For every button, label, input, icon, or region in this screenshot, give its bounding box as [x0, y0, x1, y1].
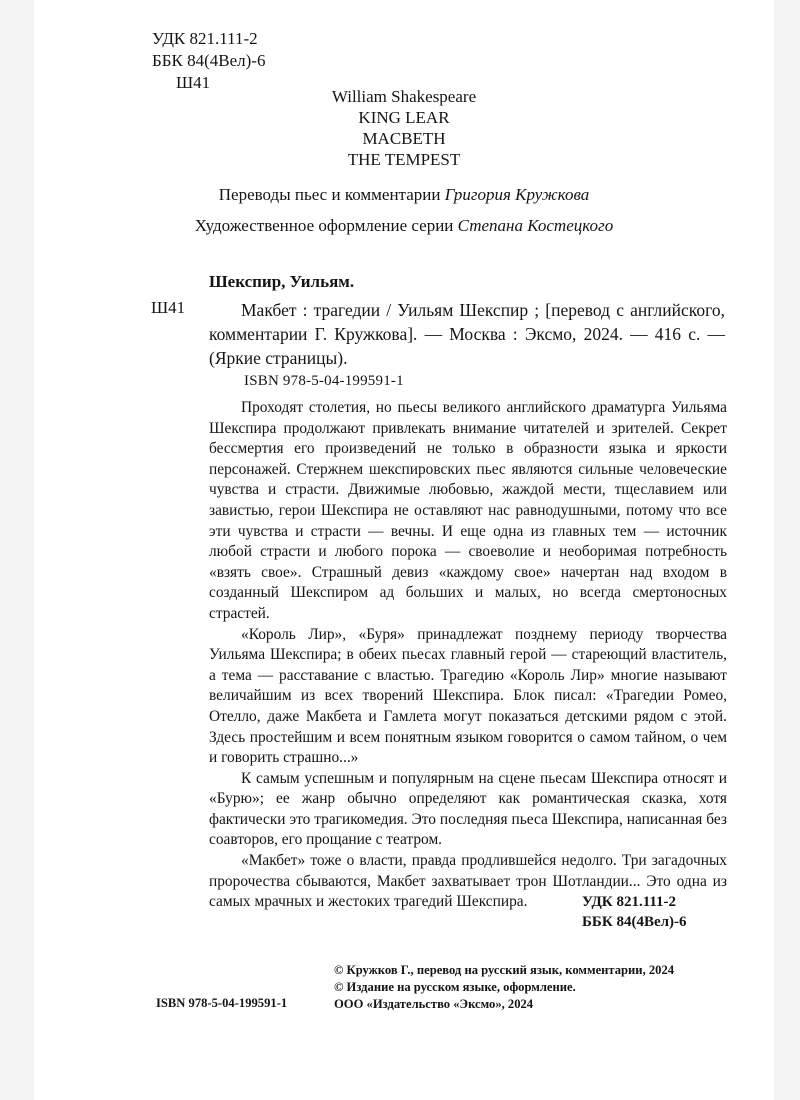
annotation-paragraph: К самым успешным и популярным на сцене пьесам Шекспира относят и «Бурю»; ее жанр обычно определяют как романтическая сказка, хотя фактически это трагикомедия. Это последняя пьеса Шекспира, написанная без соавторов, его прощание с театром.	[209, 769, 727, 849]
copyright-publisher: ООО «Издательство «Эксмо», 2024	[334, 997, 534, 1011]
classification-block-bottom	[582, 892, 687, 932]
classification-block-top	[152, 28, 265, 94]
isbn-line: ISBN 978-5-04-199591-1	[244, 373, 404, 389]
bibliographic-description	[209, 298, 725, 370]
udk-code: УДК 821.111-2	[152, 29, 258, 48]
annotation-paragraph: «Король Лир», «Буря» принадлежат позднему периоду творчества Уильяма Шекспира; в обеих пьесах главный герой — стареющий властитель, а тема — расставание с властью. Трагедию «Король Лир» многие называют величайшим из всех творений Шекспира. Блок писал: «Трагедии Ромео, Отелло, даже Макбета и Гамлета могут показаться детскими рядом с этой. Здесь простейшим и всем понятным языком говорится о самом тайном, о чем и говорить страшно...»	[209, 625, 727, 767]
bbk-code-bottom: ББК 84(4Вел)-6	[582, 914, 687, 930]
annotation-paragraph: Проходят столетия, но пьесы великого английского драматурга Уильяма Шекспира продолжают привлекать внимание читателей и зрителей. Секрет бессмертия его произведений не только в образности языка и яркости персонажей. Стержнем шекспировских пьес являются сильные человеческие чувства и страсти. Движимые любовью, жаждой мести, тщеславием или завистью, герои Шекспира не оставляют нас равнодушными, потому что все эти чувства и страсти — вечны. И еще одна из главных тем — источник любой страсти и любого порока — своеволие и необоримая потребность «взять свое». Страшный девиз «каждому свое» начертан над входом в созданный Шекспиром ад больших и малых, но всегда смертоносных страстей.	[209, 399, 727, 622]
original-title-2: MACBETH	[362, 129, 446, 148]
design-credit	[34, 216, 774, 236]
annotation	[209, 398, 727, 913]
author-mark: Ш41	[176, 73, 211, 92]
original-title-1: KING LEAR	[358, 108, 450, 127]
bibliographic-heading: Шекспир, Уильям.	[209, 272, 355, 291]
copyright-block	[334, 962, 674, 1013]
annotation-paragraph: «Макбет» тоже о власти, правда продлившейся недолго. Три загадочных пророчества сбываются, Макбет захватывает трон Шотландии... Это одна из самых мрачных и жестоких трагедий Шекспира.	[209, 852, 727, 911]
designer-name: Степана Костецкого	[457, 216, 614, 235]
bibliographic-code: Ш41	[151, 298, 186, 317]
book-page	[34, 0, 774, 1100]
translator-name: Григория Кружкова	[444, 185, 590, 204]
bibliographic-text: Макбет : трагедии / Уильям Шекспир ; [перевод с английского, комментарии Г. Кружкова]. — Москва : Эксмо, 2024. — 416 с. — (Яркие страницы).	[209, 300, 725, 368]
udk-code-bottom: УДК 821.111-2	[582, 894, 677, 910]
original-author: William Shakespeare	[331, 87, 477, 106]
copyright-translation: © Кружков Г., перевод на русский язык, комментарии, 2024	[334, 963, 675, 977]
copyright-edition: © Издание на русском языке, оформление.	[334, 980, 576, 994]
bbk-code: ББК 84(4Вел)-6	[152, 51, 266, 70]
design-credit-prefix: Художественное оформление серии	[194, 216, 454, 235]
isbn-bottom: ISBN 978-5-04-199591-1	[156, 996, 288, 1010]
original-title-block	[34, 86, 774, 170]
translation-credit	[34, 185, 774, 205]
original-title-3: THE TEMPEST	[347, 150, 461, 169]
translation-credit-prefix: Переводы пьес и комментарии	[218, 185, 441, 204]
